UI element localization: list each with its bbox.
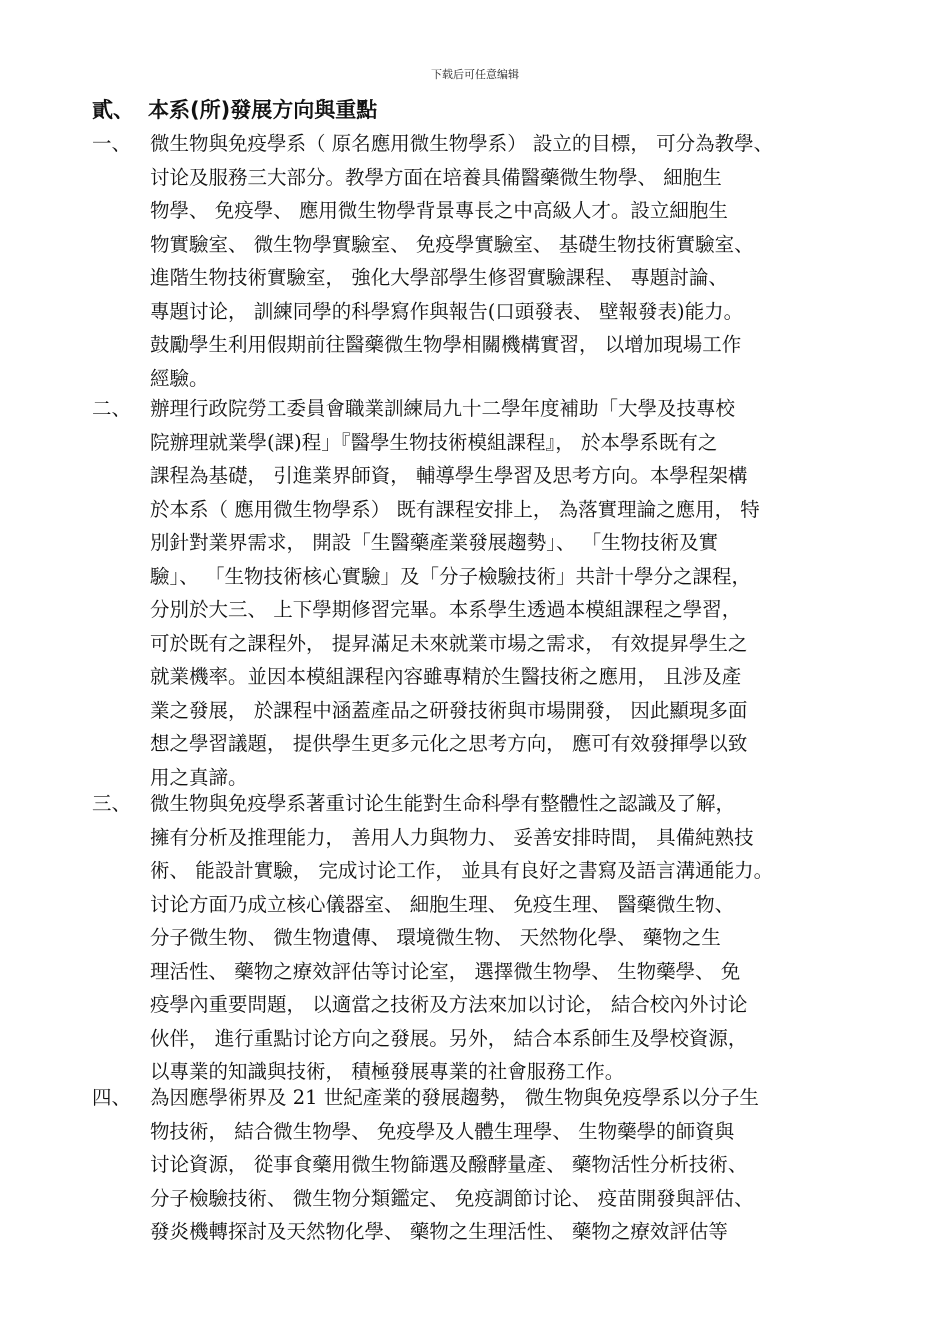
paragraph-line: 微生物與免疫學系著重讨论生能對生命科學有整體性之認識及了解，: [150, 792, 736, 815]
paragraph-line: 課程為基礎， 引進業界師資， 輔導學生學習及思考方向。本學程架構: [150, 464, 748, 487]
paragraph-line: 為因應學術界及 21 世紀產業的發展趨勢， 微生物與免疫學系以分子生: [150, 1086, 759, 1109]
paragraph-line: 疫學內重要問題， 以適當之技術及方法來加以讨论， 結合校內外讨论: [150, 993, 748, 1016]
paragraph-line: 於本系（ 應用微生物學系） 既有課程安排上， 為落實理論之應用， 特: [150, 497, 760, 521]
list-item-2: [92, 392, 882, 794]
paragraph-line: 讨论方面乃成立核心儀器室、 細胞生理、 免疫生理、 醫藥微生物、: [150, 892, 735, 916]
paragraph-line: 分子檢驗技術、 微生物分類鑑定、 免疫調節讨论、 疫苗開發與評估、: [150, 1186, 754, 1210]
paragraph-line: 可於既有之課程外， 提昇滿足未來就業市場之需求， 有效提昇學生之: [150, 631, 748, 655]
paragraph-line: 分子微生物、 微生物遺傳、 環境微生物、 天然物化學、 藥物之生: [150, 926, 721, 949]
paragraph-line: 物技術， 結合微生物學、 免疫學及人體生理學、 生物藥學的師資與: [150, 1119, 735, 1143]
paragraph-line: 別針對業界需求， 開設「生醫藥產業發展趨勢」、 「生物技術及實: [150, 531, 719, 554]
section-number: 貳、: [92, 98, 134, 122]
section-title: [92, 94, 377, 124]
paragraph-line: 微生物與免疫學系（ 原名應用微生物學系） 設立的目標， 可分為教學、: [150, 132, 774, 155]
paragraph-line: 辦理行政院勞工委員會職業訓練局九十二學年度補助「大學及技專校: [150, 397, 736, 420]
list-item-3: [92, 787, 882, 1089]
item-marker: 三、: [92, 792, 132, 815]
paragraph-line: 院辦理就業學(課)程」『醫學生物技術模組課程』， 於本學系既有之: [150, 430, 718, 454]
paragraph-line: 驗」、 「生物技術核心實驗」及「分子檢驗技術」共計十學分之課程，: [150, 564, 751, 588]
paragraph-line: 以專業的知識與技術， 積極發展專業的社會服務工作。: [150, 1060, 625, 1083]
paragraph-line: 擁有分析及推理能力， 善用人力與物力、 妥善安排時間， 具備純熟技: [150, 825, 754, 849]
list-item-1: [92, 127, 882, 395]
page-header: 下载后可任意编辑: [431, 68, 519, 81]
paragraph-line: 物學、 免疫學、 應用微生物學背景專長之中高級人才。設立細胞生: [150, 199, 728, 222]
paragraph-line: 鼓勵學生利用假期前往醫藥微生物學相關機構實習， 以增加現場工作: [150, 333, 742, 356]
item-marker: 四、: [92, 1086, 132, 1109]
paragraph-line: 伙伴， 進行重點讨论方向之發展。另外， 結合本系師生及學校資源，: [150, 1026, 748, 1050]
paragraph-line: 專題讨论， 訓練同學的科學寫作與報告(口頭發表、 壁報發表)能力。: [150, 299, 744, 323]
paragraph-line: 業之發展， 於課程中涵蓋產品之研發技術與市場開發， 因此顯現多面: [150, 698, 748, 722]
paragraph-line: 用之真諦。: [150, 765, 248, 789]
paragraph-line: 分別於大三、 上下學期修習完畢。本系學生透過本模組課程之學習，: [150, 598, 742, 621]
paragraph-line: 物實驗室、 微生物學實驗室、 免疫學實驗室、 基礎生物技術實驗室、: [150, 232, 754, 256]
item-marker: 二、: [92, 397, 132, 420]
paragraph-line: 進階生物技術實驗室， 強化大學部學生修習實驗課程、 專題討論、: [150, 266, 728, 289]
paragraph-line: 理活性、 藥物之療效評估等讨论室， 選擇微生物學、 生物藥學、 免: [150, 959, 741, 983]
paragraph-line: 讨论資源， 從事食藥用微生物篩選及醱酵量產、 藥物活性分析技術、: [150, 1153, 748, 1176]
section-title-text: 本系(所)發展方向與重點: [148, 98, 378, 122]
paragraph-line: 想之學習議題， 提供學生更多元化之思考方向， 應可有效發揮學以致: [150, 732, 748, 755]
paragraph-line: 發炎機轉探討及天然物化學、 藥物之生理活性、 藥物之療效評估等: [150, 1220, 728, 1243]
paragraph-line: 就業機率。並因本模組課程內容雖專精於生醫技術之應用， 且涉及產: [150, 665, 742, 688]
paragraph-line: 讨论及服務三大部分。教學方面在培養具備醫藥微生物學、 細胞生: [150, 165, 722, 189]
paragraph-line: 術、 能設計實驗， 完成讨论工作， 並具有良好之書寫及語言溝通能力。: [150, 859, 774, 882]
list-item-4: [92, 1081, 882, 1249]
item-marker: 一、: [92, 132, 132, 155]
paragraph-line: 經驗。: [150, 366, 209, 390]
